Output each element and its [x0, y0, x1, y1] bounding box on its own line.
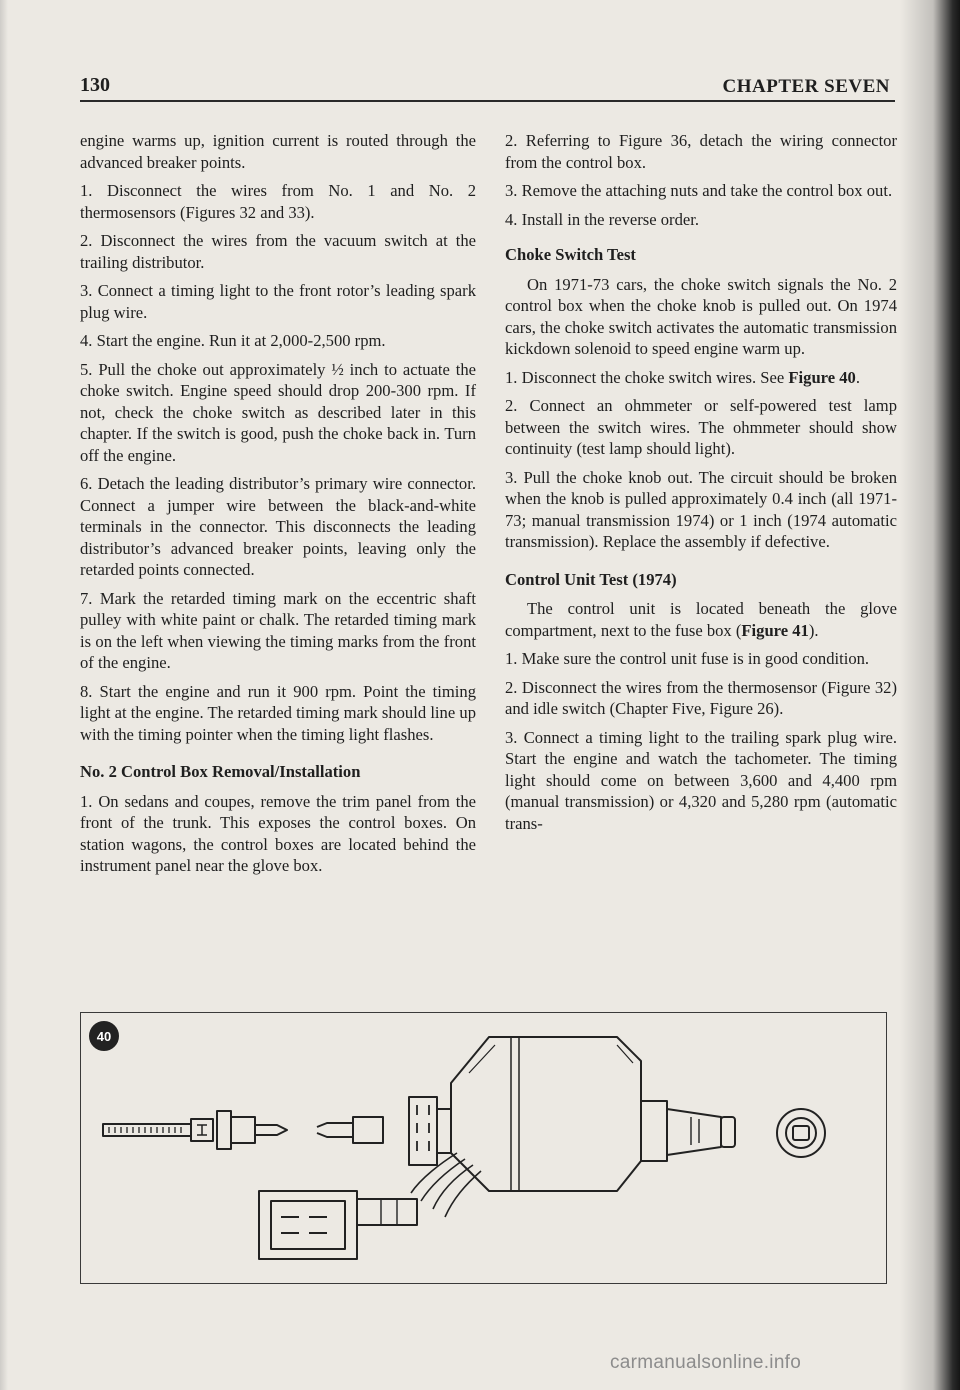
paragraph: On 1971-73 cars, the choke switch signals the No. 2 control box when the choke knob is pulled out. On 1974 cars, the choke switch activates the automatic transmission kickdown solenoid to speed engine warm up.	[505, 274, 897, 358]
choke-cable	[103, 1124, 191, 1136]
knob-end-view	[777, 1109, 825, 1157]
choke-knob	[667, 1109, 721, 1155]
section-heading-control-box: No. 2 Control Box Removal/Installation	[80, 762, 361, 781]
section-heading-control-unit: Control Unit Test (1974)	[505, 569, 677, 589]
figure-reference: Figure 41	[741, 620, 809, 640]
switch-wires	[411, 1153, 481, 1217]
step-4: 4. Install in the reverse order.	[505, 209, 699, 229]
choke-switch-illustration	[81, 1013, 886, 1283]
paragraph-text: The control unit is located beneath the glove compartment, next to the fuse box (	[505, 599, 897, 640]
paragraph: engine warms up, ignition current is routed through the advanced breaker points.	[80, 131, 476, 172]
paragraph-text-end: ).	[808, 620, 819, 640]
page-right-shadow	[900, 0, 960, 1390]
step-7: 7. Mark the retarded timing mark on the eccentric shaft pulley with white paint or chalk. The retarded timing mark is on the left when viewing the timing marks from the front of the engine.	[80, 588, 476, 672]
section-heading-choke-switch: Choke Switch Test	[505, 245, 636, 264]
step-2: 2. Disconnect the wires from the thermosensor (Figure 32) and idle switch (Chapter Five, Figure 26).	[505, 677, 897, 718]
header-rule	[80, 100, 895, 102]
knob-collar	[641, 1101, 667, 1161]
step-2: 2. Connect an ohmmeter or self-powered test lamp between the switch wires. The ohmmeter should show continuity (test lamp should light).	[505, 396, 897, 458]
cable-nut	[217, 1111, 231, 1149]
page-number: 130	[80, 74, 110, 96]
choke-switch-body	[451, 1037, 641, 1191]
watermark: carmanualsonline.info	[610, 1352, 802, 1373]
step-5: 5. Pull the choke out approximately ½ inch to actuate the choke switch. Engine speed should drop 200-300 rpm. If not, check the choke switch as described later in this chapter. If the switch is good, push the choke back in. Turn off the engine.	[80, 359, 476, 465]
step-3: 3. Pull the choke knob out. The circuit should be broken when the knob is pulled approximately 0.4 inch (all 1971-73; manual transmission 1974) or 1 inch (1974 automatic transmission). Replace the assembly if defective.	[505, 467, 897, 551]
step-text: 1. Disconnect the choke switch wires. See	[505, 367, 789, 387]
step-3: 3. Connect a timing light to the front rotor’s leading spark plug wire.	[80, 281, 476, 322]
wire-connector	[409, 1097, 437, 1165]
step-1: 1. On sedans and coupes, remove the trim panel from the front of the trunk. This exposes the control boxes. On station wagons, the control boxes are located behind the instrument panel near the glove box.	[80, 791, 476, 875]
paragraph	[505, 598, 897, 641]
figure-40-choke-switch-diagram	[80, 1012, 887, 1284]
cable-end	[255, 1125, 287, 1135]
page-header	[80, 68, 890, 98]
step-text-end: .	[855, 367, 861, 387]
step-2: 2. Referring to Figure 36, detach the wiring connector from the control box.	[505, 131, 897, 172]
switch-plunger	[317, 1123, 353, 1137]
figure-reference: Figure 40	[788, 367, 856, 387]
step-8: 8. Start the engine and run it 900 rpm. Point the timing light at the engine. The retarded timing mark should line up with the timing pointer when the timing light flashes.	[80, 681, 476, 744]
step-3: 3. Connect a timing light to the trailing spark plug wire. Start the engine and watch the tachometer. The timing light should come on between 3,600 and 4,400 rpm (manual transmission) or 4,320 and 5,280 rpm (automatic trans-	[505, 727, 897, 833]
chapter-title: CHAPTER SEVEN	[722, 76, 890, 97]
step-1	[505, 367, 897, 389]
step-6: 6. Detach the leading distributor’s primary wire connector. Connect a jumper wire between the black-and-white terminals in the connector. This disconnects the leading distributor’s advanced breaker points, leaving only the retarded points connected.	[80, 474, 476, 579]
step-1: 1. Make sure the control unit fuse is in good condition.	[505, 649, 870, 668]
step-3: 3. Remove the attaching nuts and take the control box out.	[505, 181, 893, 200]
step-1: 1. Disconnect the wires from No. 1 and No. 2 thermosensors (Figures 32 and 33).	[80, 181, 476, 222]
left-column	[80, 130, 476, 884]
step-2: 2. Disconnect the wires from the vacuum switch at the trailing distributor.	[80, 231, 476, 272]
right-column	[505, 130, 897, 841]
page-left-shadow	[0, 0, 8, 1390]
step-4: 4. Start the engine. Run it at 2,000-2,500 rpm.	[80, 331, 386, 350]
figure-number-badge: 40	[89, 1021, 119, 1051]
